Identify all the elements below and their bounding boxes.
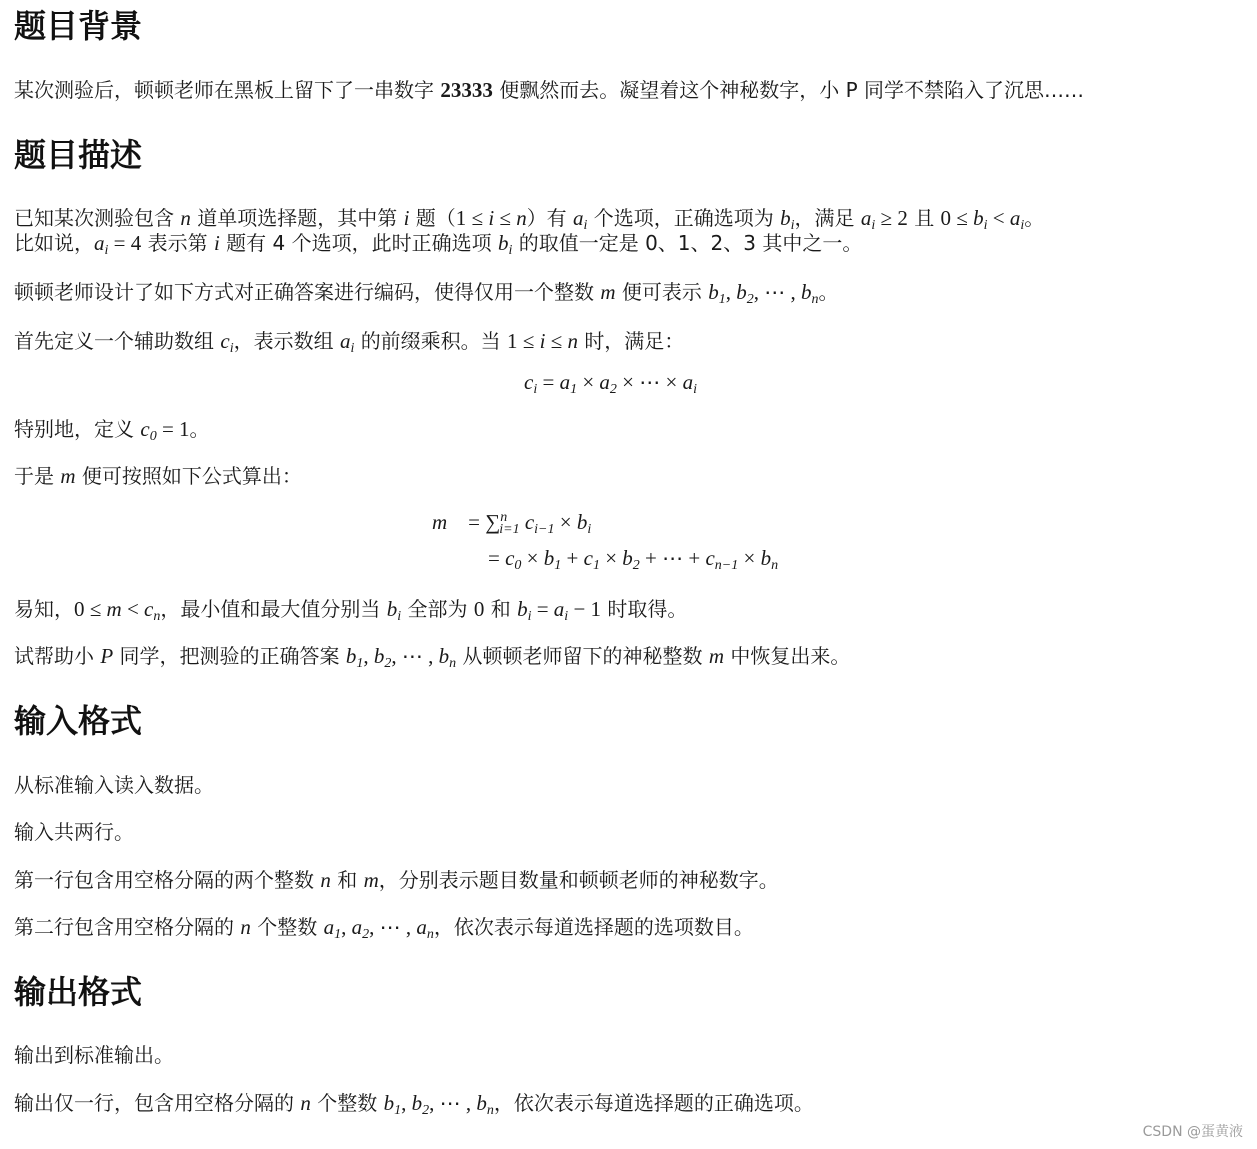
text: 第一行包含用空格分隔的两个整数 <box>14 868 314 892</box>
text: 且 <box>914 206 935 230</box>
description-paragraph-3 <box>14 280 839 305</box>
input-paragraph-3 <box>14 868 779 893</box>
encoding-formula-line-1: m = ∑$^n_{i=1}$ $c_{i-1} \times b_i$ <box>432 510 592 537</box>
text: ，满足 <box>794 206 855 230</box>
math-m: m <box>60 464 76 488</box>
math-bi-max: $b_i = a_i - 1$ <box>517 597 602 624</box>
text: 。 <box>1024 206 1045 230</box>
output-format-heading: 输出格式 <box>14 973 143 1011</box>
input-paragraph-4 <box>14 915 754 940</box>
description-heading: 题目描述 <box>14 136 143 174</box>
text: 试帮助小 <box>14 644 94 668</box>
text: ，依次表示每道选择题的选项数目。 <box>433 915 754 939</box>
text: ，依次表示每道选择题的正确选项。 <box>493 1091 814 1115</box>
description-paragraph-7 <box>14 597 687 622</box>
math-m-range: $0 \le m < c_n$ <box>74 597 161 624</box>
text: 同学，把测验的正确答案 <box>119 644 340 668</box>
text: 已知某次测验包含 <box>14 206 174 230</box>
background-text-b: 便飘然而去。凝望着这个神秘数字，小 P 同学不禁陷入了沉思…… <box>499 78 1084 102</box>
background-text-a: 某次测验后，顿顿老师在黑板上留下了一串数字 <box>14 78 434 102</box>
math-ai-ge-2: $a_i \ge 2$ <box>860 206 908 233</box>
description-paragraph-6 <box>14 464 302 489</box>
text: ，表示数组 <box>233 329 334 353</box>
text: ，最小值和最大值分别当 <box>160 597 381 621</box>
text: 。 <box>189 417 210 441</box>
csdn-watermark: CSDN @蛋黄液 <box>1142 1124 1243 1140</box>
math-n: n <box>180 206 191 230</box>
math-n: n <box>300 1091 311 1115</box>
text: ，分别表示题目数量和顿顿老师的神秘数字。 <box>378 868 779 892</box>
math-c0: $c_0 = 1$ <box>140 417 190 444</box>
text: 便可表示 <box>621 280 702 304</box>
math-i: i <box>213 231 220 255</box>
text: 特别地，定义 <box>14 417 134 441</box>
text: 中恢复出来。 <box>730 644 851 668</box>
math-n: n <box>240 915 251 939</box>
prefix-product-formula: $c_i = a_1 \times a_2$ × ⋯ × $a_i$ <box>524 370 697 397</box>
input-format-heading: 输入格式 <box>14 702 143 740</box>
math-m: m <box>708 644 725 668</box>
math-range: 1 ≤ i ≤ n <box>507 329 578 353</box>
text: 从顿顿老师留下的神秘整数 <box>462 644 703 668</box>
math-bi: $b_i$ <box>497 231 513 258</box>
text: 个整数 <box>257 915 318 939</box>
text: 首先定义一个辅助数组 <box>14 329 214 353</box>
text: 题有 4 个选项，此时正确选项 <box>226 231 492 255</box>
math-n: n <box>320 868 331 892</box>
background-paragraph <box>14 78 1084 103</box>
encoding-formula-line-2: = $c_0 \times b_1 + c_1 \times b_2$ + ⋯ + $c_{n-1} \times b_n$ <box>488 546 779 573</box>
math-b-seq: $b_1$, $b_2$, ⋯ , $b_n$ <box>345 644 457 671</box>
math-m: m <box>363 868 379 892</box>
text: 表示第 <box>147 231 208 255</box>
text: 全部为 <box>407 597 468 621</box>
background-heading: 题目背景 <box>14 7 143 45</box>
math-ai: $a_i$ <box>339 329 355 356</box>
text: 时取得。 <box>607 597 688 621</box>
description-paragraph-4 <box>14 329 684 354</box>
text: 的前缀乘积。当 <box>360 329 501 353</box>
math-ai-eq-4: $a_i = 4$ <box>94 231 142 258</box>
mystery-number: 23333 <box>440 78 493 102</box>
math-ci: $c_i$ <box>220 329 234 356</box>
text: 道单项选择题，其中第 <box>197 206 398 230</box>
text: 的取值一定是 0、1、2、3 其中之一。 <box>518 231 863 255</box>
text: 比如说， <box>14 231 94 255</box>
math-range: 1 ≤ i ≤ n <box>455 206 527 230</box>
math-bi-range: $0 \le b_i < a_i$ <box>940 206 1025 233</box>
description-paragraph-8 <box>14 644 850 669</box>
output-paragraph-1: 输出到标准输出。 <box>14 1043 174 1067</box>
math-a-seq: $a_1$, $a_2$, ⋯ , $a_n$ <box>323 915 434 942</box>
math-zero: 0 <box>473 597 485 621</box>
text: 。 <box>818 280 839 304</box>
text: 易知， <box>14 597 74 621</box>
math-ai: $a_i$ <box>573 206 588 233</box>
text: 和 <box>490 597 511 621</box>
math-bi: $b_i$ <box>780 206 795 233</box>
math-b-seq: $b_1$, $b_2$, ⋯ , $b_n$ <box>708 280 819 307</box>
output-paragraph-2 <box>14 1091 814 1116</box>
input-paragraph-1: 从标准输入读入数据。 <box>14 773 214 797</box>
description-paragraph-1 <box>14 206 1044 231</box>
math-b-seq: $b_1$, $b_2$, ⋯ , $b_n$ <box>383 1091 494 1118</box>
math-P: P <box>100 644 114 668</box>
text: 和 <box>337 868 358 892</box>
description-paragraph-5 <box>14 417 210 442</box>
description-paragraph-2 <box>14 231 862 256</box>
text: 时，满足： <box>584 329 685 353</box>
text: ）有 <box>526 206 567 230</box>
math-i: i <box>403 206 410 230</box>
text: 于是 <box>14 464 54 488</box>
text: 个选项，正确选项为 <box>593 206 774 230</box>
text: 便可按照如下公式算出： <box>81 464 302 488</box>
text: 题（ <box>415 206 456 230</box>
text: 顿顿老师设计了如下方式对正确答案进行编码，使得仅用一个整数 <box>14 280 594 304</box>
text: 输出仅一行，包含用空格分隔的 <box>14 1091 294 1115</box>
text: 个整数 <box>317 1091 378 1115</box>
math-m: m <box>600 280 616 304</box>
text: 第二行包含用空格分隔的 <box>14 915 234 939</box>
input-paragraph-2: 输入共两行。 <box>14 820 134 844</box>
math-bi: $b_i$ <box>386 597 402 624</box>
